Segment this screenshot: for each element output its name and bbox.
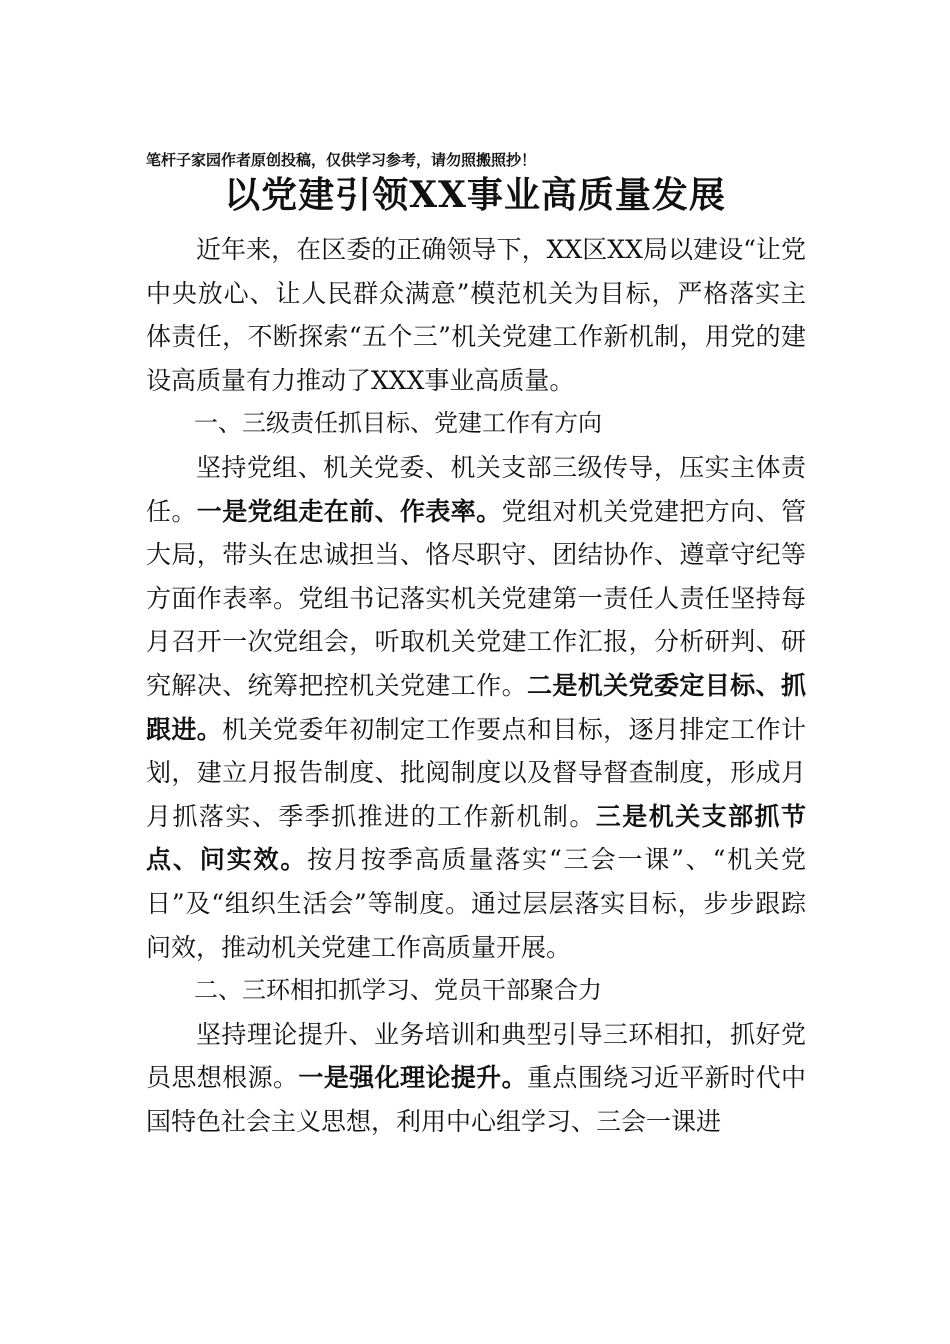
document-title: 以党建引领XX事业高质量发展 xyxy=(224,174,726,216)
section-1-point-2-text: 机关党委年初制定工作要点和目标，逐月排定工作计划，建立月报告制度、批阅制度以及督导督查制度，形成月月抓落实、季季抓推进的工作新机制。 xyxy=(146,714,806,831)
section-2-heading: 二、三环相扣抓学习、党员干部聚合力 xyxy=(194,976,602,1005)
section-1-heading: 一、三级责任抓目标、党建工作有方向 xyxy=(194,409,602,438)
section-1-point-1-text: 党组对机关党建把方向、管大局，带头在忠诚担当、恪尽职守、团结协作、遵章守纪等方面作表率。党组书记落实机关党建第一责任人责任坚持每月召开一次党组会，听取机关党建工作汇报，分析研判、研究解决、统筹把控机关党建工作。 xyxy=(146,496,806,700)
copyright-notice: 笔杆子家园作者原创投稿，仅供学习参考，请勿照搬照抄！ xyxy=(146,151,537,169)
section-1-point-1-title: 一是党组走在前、作表率。 xyxy=(196,496,502,526)
section-1-lead: 坚持党组、机关党委、机关支部三级传导，压实主体责任。 xyxy=(146,452,806,526)
section-2-point-1-text: 重点围绕习近平新时代中国特色社会主义思想，利用中心组学习、三会一课进 xyxy=(146,1063,806,1136)
section-1-point-2-title: 二是机关党委定目标、抓跟进。 xyxy=(146,670,806,744)
section-1-point-3-title: 三是机关支部抓节点、问实效。 xyxy=(146,801,806,875)
section-1-paragraph xyxy=(146,446,806,969)
section-2-paragraph xyxy=(146,1013,806,1144)
intro-paragraph: 近年来，在区委的正确领导下，XX区XX局以建设“让党中央放心、让人民群众满意”模范机关为目标，严格落实主体责任，不断探索“五个三”机关党建工作新机制，用党的建设高质量有力推动了XXX事业高质量。 xyxy=(146,235,806,395)
section-1-point-3-text: 按月按季高质量落实“三会一课”、“机关党日”及“组织生活会”等制度。通过层层落实目标，步步跟踪问效，推动机关党建工作高质量开展。 xyxy=(146,845,806,962)
document-body xyxy=(146,228,806,1143)
section-2-lead: 坚持理论提升、业务培训和典型引导三环相扣，抓好党员思想根源。 xyxy=(146,1019,806,1093)
section-2-point-1-title: 一是强化理论提升。 xyxy=(298,1063,527,1093)
